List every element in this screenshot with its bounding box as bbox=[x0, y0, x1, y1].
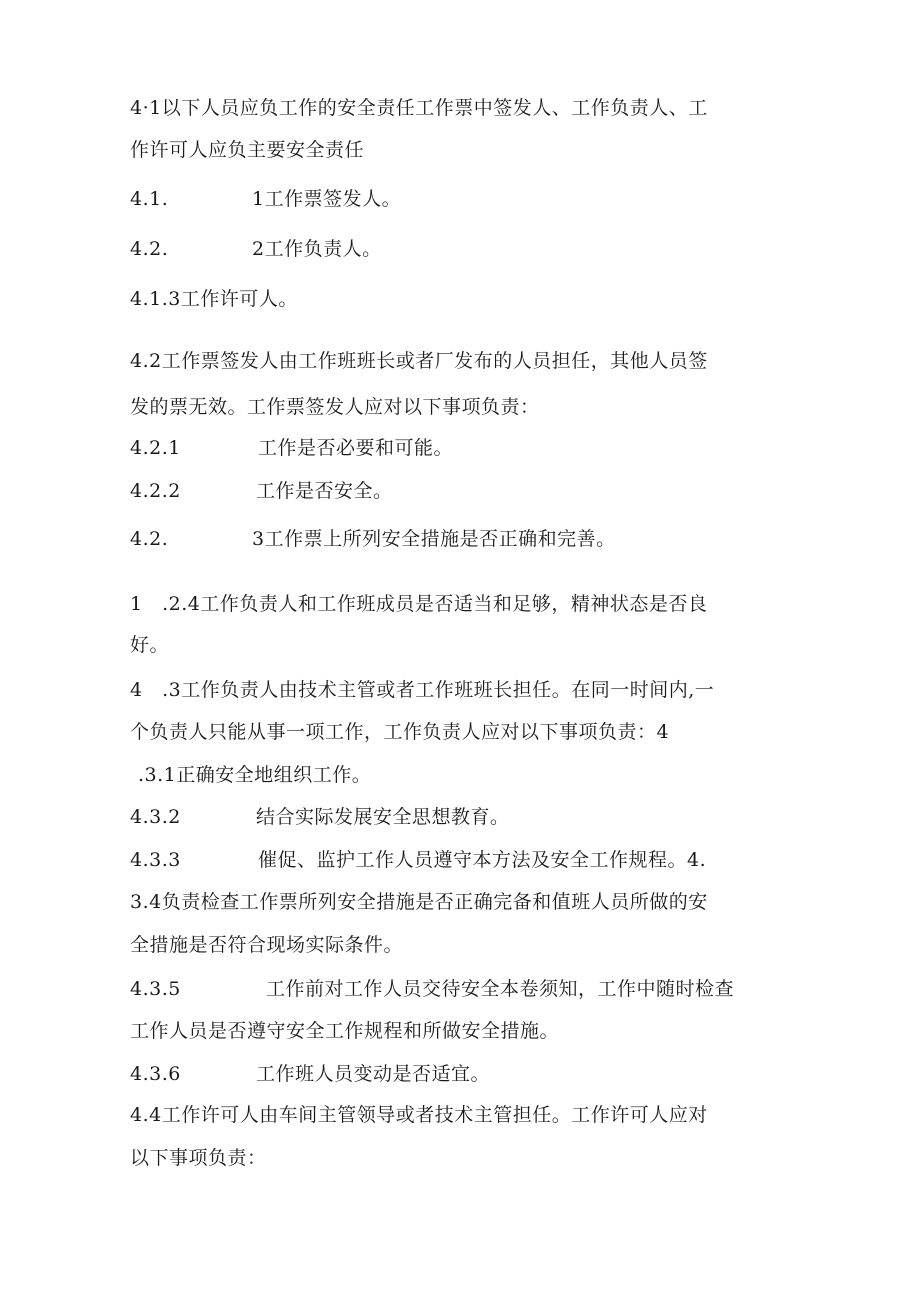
text-line-4-1-heading-cont: 作许可人应负主要安全责任 bbox=[130, 139, 365, 161]
text-line-4-3-heading: 4 .3工作负责人由技术主管或者工作班班长担任。在同一时间内,一 bbox=[130, 679, 715, 701]
item-4-2-4-cont: 好。 bbox=[130, 634, 170, 656]
item-text: 催促、监护工作人员遵守本方法及安全工作规程。4. bbox=[258, 849, 707, 871]
item-text: 1工作票签发人。 bbox=[252, 188, 402, 210]
item-4-3-5 bbox=[130, 977, 734, 1001]
item-text: 工作是否安全。 bbox=[256, 480, 393, 502]
item-4-3-4-cont: 全措施是否符合现场实际条件。 bbox=[130, 934, 404, 956]
item-number: 4.3.3 bbox=[130, 849, 181, 871]
item-4-1-3: 4.1.3工作许可人。 bbox=[130, 288, 298, 310]
item-4-3-6 bbox=[130, 1062, 490, 1086]
text-line-4-1-heading: 4·1以下人员应负工作的安全责任工作票中签发人、工作负责人、工 bbox=[130, 97, 708, 119]
item-text: 3工作票上所列安全措施是否正确和完善。 bbox=[252, 528, 616, 550]
text-line-4-2-heading: 4.2工作票签发人由工作班班长或者厂发布的人员担任，其他人员签 bbox=[130, 350, 708, 372]
item-text: 工作前对工作人员交待安全本卷须知，工作中随时检查 bbox=[266, 978, 735, 1000]
item-4-2-4: 1 .2.4工作负责人和工作班成员是否适当和足够，精神状态是否良 bbox=[130, 593, 708, 615]
item-number: 4.2. bbox=[130, 238, 169, 260]
text-line-4-4-heading-cont: 以下事项负责： bbox=[130, 1147, 267, 1169]
item-text: 工作是否必要和可能。 bbox=[258, 437, 454, 459]
item-number: 4.2.2 bbox=[130, 480, 181, 502]
item-number: 4.2. bbox=[130, 528, 169, 550]
text-line-4-4-heading: 4.4工作许可人由车间主管领导或者技术主管担任。工作许可人应对 bbox=[130, 1104, 708, 1126]
item-4-3-4: 3.4负责检查工作票所列安全措施是否正确完备和值班人员所做的安 bbox=[130, 891, 708, 913]
item-4-3-5-cont: 工作人员是否遵守安全工作规程和所做安全措施。 bbox=[130, 1020, 560, 1042]
item-text: 结合实际发展安全思想教育。 bbox=[256, 806, 510, 828]
item-4-1-1 bbox=[130, 187, 401, 211]
item-4-2-2 bbox=[130, 479, 393, 503]
item-4-3-3 bbox=[130, 848, 706, 872]
item-number: 4.3.5 bbox=[130, 978, 181, 1000]
item-4-3-1: .3.1正确安全地组织工作。 bbox=[138, 764, 372, 786]
item-4-2-1 bbox=[130, 436, 453, 460]
item-number: 4.3.6 bbox=[130, 1063, 181, 1085]
item-4-3-2 bbox=[130, 805, 510, 829]
item-number: 4.3.2 bbox=[130, 806, 181, 828]
text-line-4-3-heading-cont: 个负责人只能从事一项工作，工作负责人应对以下事项负责：4 bbox=[130, 721, 670, 743]
text-line-4-2-heading-cont: 发的票无效。工作票签发人应对以下事项负责： bbox=[130, 396, 540, 418]
item-text: 2工作负责人。 bbox=[252, 238, 382, 260]
item-4-1-2 bbox=[130, 237, 382, 261]
item-4-2-3 bbox=[130, 527, 616, 551]
item-number: 4.2.1 bbox=[130, 437, 181, 459]
item-number: 4.1. bbox=[130, 188, 169, 210]
item-text: 工作班人员变动是否适宜。 bbox=[256, 1063, 491, 1085]
